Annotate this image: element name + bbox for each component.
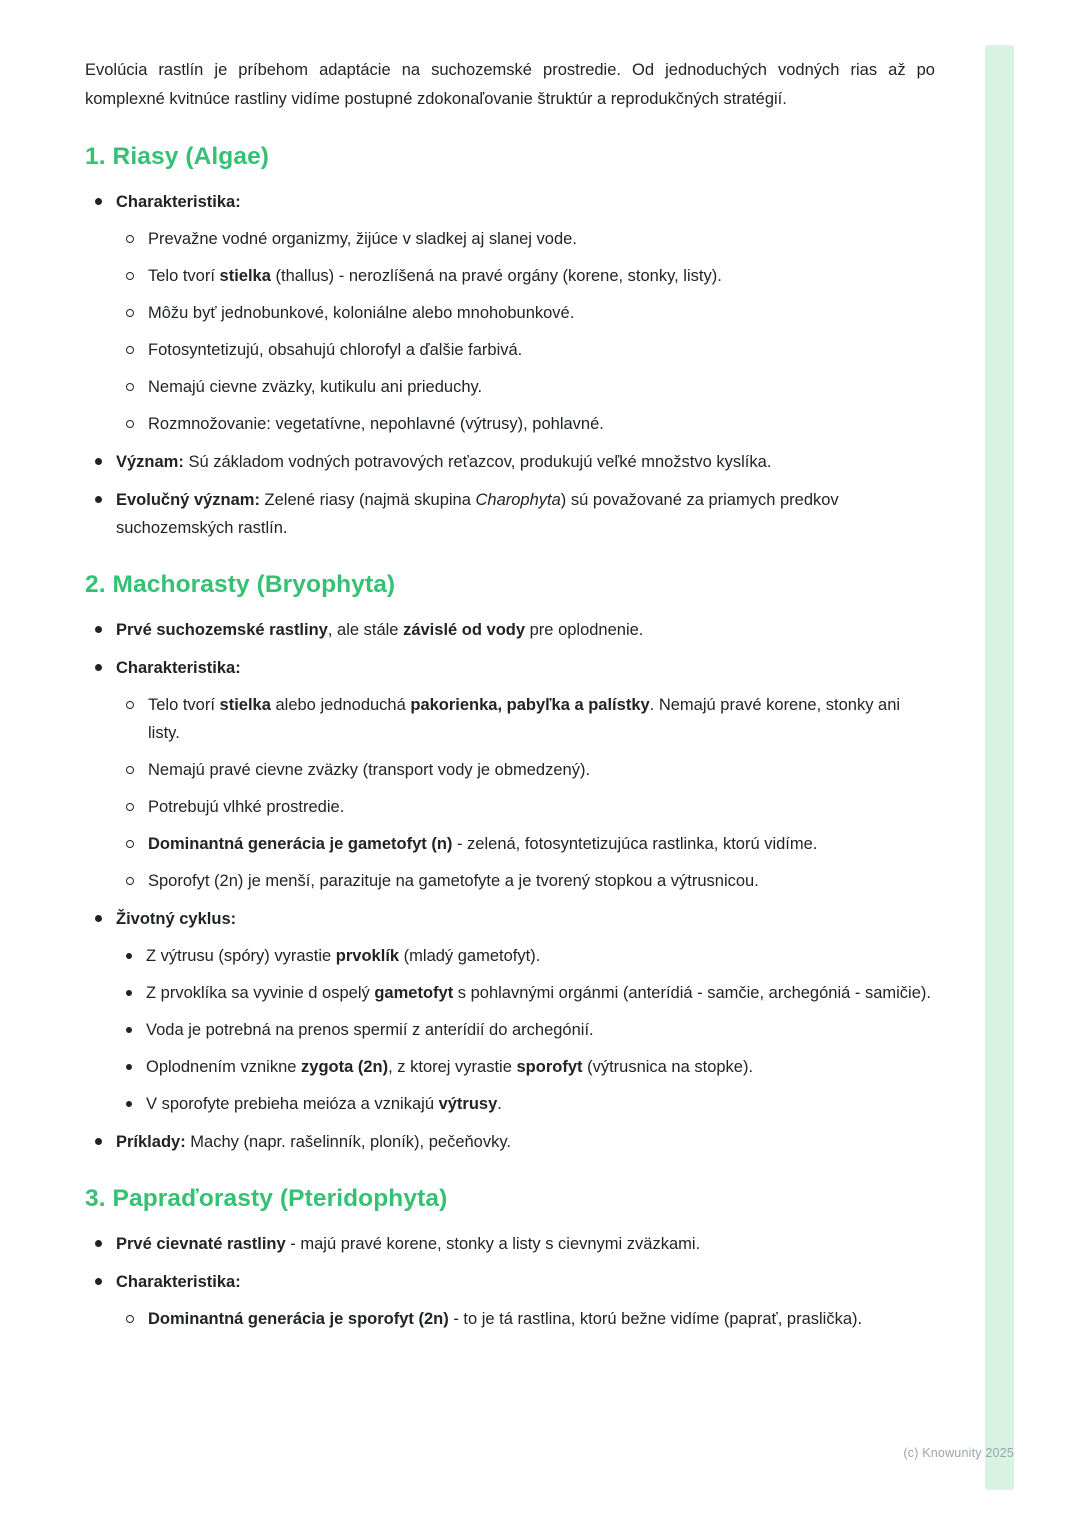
sublist <box>126 691 935 895</box>
text-segment: výtrusy <box>438 1095 498 1113</box>
list-item <box>95 188 935 438</box>
list-item-text <box>116 654 241 682</box>
watermark: (c) Knowunity 2025 <box>903 1446 1014 1460</box>
text-segment: Sú základom vodných potravových reťazcov, produkujú veľké množstvo kyslíka. <box>183 453 772 471</box>
text-segment: Charakteristika: <box>116 1273 241 1291</box>
section-title: 2. Machorasty (Bryophyta) <box>85 571 396 598</box>
list-item <box>126 756 935 784</box>
list-item-text <box>148 756 590 784</box>
list-item <box>126 691 935 747</box>
list-item-text <box>146 942 540 970</box>
text-segment: sporofyt <box>516 1058 583 1076</box>
open-bullet-icon <box>126 840 134 848</box>
text-segment: s pohlavnými orgánmi (anterídiá - samčie, archegóniá - samičie). <box>453 984 931 1002</box>
list-item-row <box>95 616 935 644</box>
list-item-text <box>116 616 643 644</box>
list-item <box>126 830 935 858</box>
text-segment: , z ktorej vyrastie <box>388 1058 517 1076</box>
list-item <box>126 262 935 290</box>
text-segment: ) sú považované za priamych predkov suchozemských rastlín. <box>116 491 839 537</box>
bullet-icon <box>95 496 102 503</box>
text-segment: Dominantná generácia je sporofyt (2n) <box>148 1310 449 1328</box>
list-item <box>95 1268 935 1333</box>
text-segment: Zelené riasy (najmä skupina <box>259 491 476 509</box>
list-item-text <box>116 1268 241 1296</box>
bullet-icon <box>126 953 132 959</box>
text-segment: Potrebujú vlhké prostredie. <box>148 798 345 816</box>
sublist <box>126 942 935 1118</box>
list-item-text <box>148 262 722 290</box>
list-item-row <box>126 262 935 290</box>
bullet-icon <box>126 1027 132 1033</box>
open-bullet-icon <box>126 1315 134 1323</box>
bullet-icon <box>95 458 102 465</box>
list-item <box>95 448 935 476</box>
open-bullet-icon <box>126 766 134 774</box>
text-segment: (výtrusnica na stopke). <box>582 1058 754 1076</box>
text-segment: alebo jednoduchá <box>270 696 411 714</box>
list-item-text <box>148 336 522 364</box>
bullet-list <box>85 188 935 542</box>
list-item <box>95 905 935 1118</box>
list-item-row <box>95 654 935 682</box>
text-segment: Telo tvorí <box>148 696 220 714</box>
text-segment: Charakteristika: <box>116 193 241 211</box>
section-title: 3. Papraďorasty (Pteridophyta) <box>85 1185 448 1212</box>
section-title: 1. Riasy (Algae) <box>85 143 270 170</box>
list-item-text <box>148 299 574 327</box>
bullet-icon <box>95 626 102 633</box>
list-item-text <box>148 793 344 821</box>
list-item-text <box>148 1305 862 1333</box>
list-item-row <box>95 1268 935 1296</box>
list-item <box>95 654 935 895</box>
list-item <box>126 1053 935 1081</box>
bullet-icon <box>95 198 102 205</box>
bullet-icon <box>95 1240 102 1247</box>
text-segment: Životný cyklus: <box>116 910 237 928</box>
text-segment: Prvé cievnaté rastliny <box>116 1235 286 1253</box>
list-item-row <box>95 486 935 542</box>
list-item <box>95 616 935 644</box>
open-bullet-icon <box>126 420 134 428</box>
text-segment: Z výtrusu (spóry) vyrastie <box>146 947 336 965</box>
text-segment: Z prvoklíka sa vyvinie d ospelý <box>146 984 375 1002</box>
list-item-row <box>95 1128 935 1156</box>
list-item-text <box>116 905 236 933</box>
sublist <box>126 225 935 438</box>
list-item-row <box>126 410 935 438</box>
list-item <box>126 410 935 438</box>
text-segment: závislé od vody <box>403 621 526 639</box>
bullet-list <box>85 1230 935 1333</box>
text-segment: Dominantná generácia je gametofyt (n) <box>148 835 453 853</box>
list-item-row <box>126 1305 935 1333</box>
list-item-text <box>116 486 935 542</box>
bullet-list <box>85 616 935 1156</box>
text-segment: Nemajú cievne zväzky, kutikulu ani prieduchy. <box>148 378 483 396</box>
list-item-row <box>95 905 935 933</box>
list-item <box>126 225 935 253</box>
list-item-text <box>146 1016 594 1044</box>
list-item <box>126 867 935 895</box>
text-segment: Telo tvorí <box>148 267 220 285</box>
text-segment: Charakteristika: <box>116 659 241 677</box>
text-segment: stielka <box>219 267 271 285</box>
list-item-row <box>126 867 935 895</box>
sections <box>85 142 935 1333</box>
list-item <box>95 486 935 542</box>
text-segment: V sporofyte prebieha meióza a vznikajú <box>146 1095 439 1113</box>
open-bullet-icon <box>126 309 134 317</box>
list-item-row <box>126 830 935 858</box>
bullet-icon <box>126 1064 132 1070</box>
list-item-row <box>126 793 935 821</box>
text-segment: (thallus) - nerozlíšená na pravé orgány (korene, stonky, listy). <box>270 267 722 285</box>
text-segment: Machy (napr. rašelinník, ploník), pečeňovky. <box>185 1133 511 1151</box>
text-segment: , ale stále <box>327 621 404 639</box>
text-segment: . Nemajú pravé korene, stonky ani listy. <box>148 696 901 742</box>
open-bullet-icon <box>126 235 134 243</box>
text-segment: Voda je potrebná na prenos spermií z anterídií do archegónií. <box>146 1021 594 1039</box>
bullet-icon <box>95 1278 102 1285</box>
sublist <box>126 1305 935 1333</box>
bullet-icon <box>95 664 102 671</box>
list-item-row <box>126 299 935 327</box>
text-segment: Môžu byť jednobunkové, koloniálne alebo mnohobunkové. <box>148 304 575 322</box>
list-item-row <box>126 1016 935 1044</box>
list-item-row <box>126 373 935 401</box>
list-item-row <box>126 1053 935 1081</box>
list-item-text <box>116 188 241 216</box>
text-segment: Význam: <box>116 453 184 471</box>
list-item-text <box>146 1090 502 1118</box>
list-item <box>126 336 935 364</box>
section <box>85 142 935 542</box>
list-item-row <box>95 448 935 476</box>
text-segment: Príklady: <box>116 1133 186 1151</box>
text-segment: Rozmnožovanie: vegetatívne, nepohlavné (výtrusy), pohlavné. <box>148 415 604 433</box>
open-bullet-icon <box>126 701 134 709</box>
open-bullet-icon <box>126 383 134 391</box>
open-bullet-icon <box>126 346 134 354</box>
text-segment: Evolučný význam: <box>116 491 260 509</box>
section <box>85 1184 935 1333</box>
text-segment: Fotosyntetizujú, obsahujú chlorofyl a ďalšie farbivá. <box>148 341 523 359</box>
list-item-text <box>148 691 935 747</box>
list-item-row <box>126 979 935 1007</box>
text-segment: pakorienka, pabyľka a palístky <box>410 696 650 714</box>
intro-paragraph: Evolúcia rastlín je príbehom adaptácie na suchozemské prostredie. Od jednoduchých vodných rias až po komplexné kvitnúce rastliny vidíme postupné zdokonaľovanie štruktúr a reprodukčných stratégií. <box>85 61 935 108</box>
side-accent-bar <box>985 45 1014 1490</box>
text-segment: - zelená, fotosyntetizujúca rastlinka, ktorú vidíme. <box>452 835 818 853</box>
list-item-text <box>148 373 482 401</box>
list-item-text <box>116 1128 511 1156</box>
list-item <box>126 793 935 821</box>
list-item-text <box>116 1230 700 1258</box>
list-item <box>95 1128 935 1156</box>
text-segment: prvoklík <box>335 947 400 965</box>
text-segment: Charophyta <box>475 491 561 509</box>
list-item <box>126 373 935 401</box>
list-item <box>126 1090 935 1118</box>
text-segment: . <box>497 1095 502 1113</box>
text-segment: - to je tá rastlina, ktorú bežne vidíme (paprať, praslička). <box>448 1310 863 1328</box>
text-segment: stielka <box>219 696 271 714</box>
document-content <box>85 56 935 1343</box>
text-segment: Prevažne vodné organizmy, žijúce v sladkej aj slanej vode. <box>148 230 577 248</box>
list-item-text <box>148 225 577 253</box>
bullet-icon <box>126 990 132 996</box>
list-item-text <box>146 979 931 1007</box>
list-item <box>126 299 935 327</box>
list-item-text <box>148 410 604 438</box>
list-item-row <box>126 942 935 970</box>
list-item <box>126 942 935 970</box>
list-item-row <box>126 336 935 364</box>
list-item <box>126 1016 935 1044</box>
open-bullet-icon <box>126 877 134 885</box>
text-segment: Oplodnením vznikne <box>146 1058 302 1076</box>
text-segment: Nemajú pravé cievne zväzky (transport vody je obmedzený). <box>148 761 591 779</box>
list-item <box>126 979 935 1007</box>
list-item-row <box>126 691 935 747</box>
open-bullet-icon <box>126 803 134 811</box>
list-item-text <box>116 448 771 476</box>
list-item-text <box>146 1053 753 1081</box>
text-segment: gametofyt <box>374 984 454 1002</box>
bullet-icon <box>95 915 102 922</box>
text-segment: Sporofyt (2n) je menší, parazituje na gametofyte a je tvorený stopkou a výtrusnicou. <box>148 872 759 890</box>
text-segment: - majú pravé korene, stonky a listy s cievnymi zväzkami. <box>285 1235 701 1253</box>
bullet-icon <box>126 1101 132 1107</box>
list-item-row <box>95 188 935 216</box>
list-item-row <box>95 1230 935 1258</box>
open-bullet-icon <box>126 272 134 280</box>
list-item-row <box>126 225 935 253</box>
list-item <box>126 1305 935 1333</box>
list-item-text <box>148 867 759 895</box>
text-segment: Prvé suchozemské rastliny <box>116 621 328 639</box>
list-item-row <box>126 1090 935 1118</box>
text-segment: (mladý gametofyt). <box>399 947 541 965</box>
text-segment: pre oplodnenie. <box>525 621 644 639</box>
section <box>85 570 935 1156</box>
list-item-row <box>126 756 935 784</box>
list-item <box>95 1230 935 1258</box>
bullet-icon <box>95 1138 102 1145</box>
text-segment: zygota (2n) <box>301 1058 389 1076</box>
list-item-text <box>148 830 817 858</box>
